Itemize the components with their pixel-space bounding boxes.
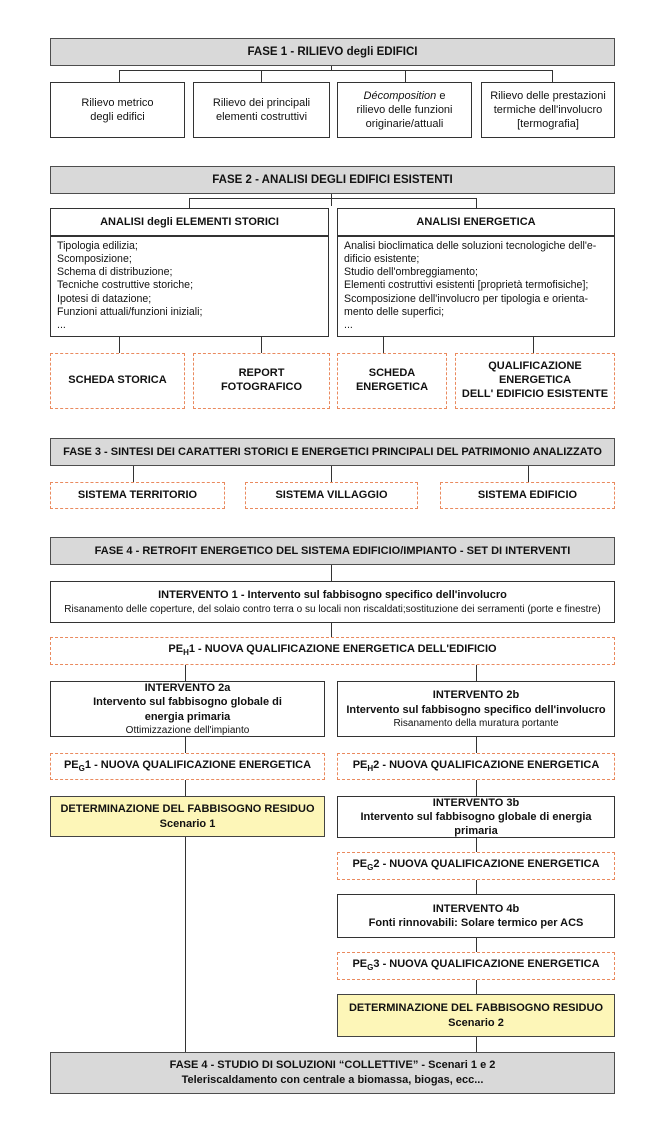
connector <box>476 737 477 753</box>
connector <box>476 665 477 681</box>
connector <box>476 880 477 894</box>
connector <box>133 466 134 482</box>
intervento-4b-box: INTERVENTO 4b Fonti rinnovabili: Solare termico per ACS <box>337 894 615 938</box>
list-item: mento delle superfici; <box>344 305 445 318</box>
connector <box>476 198 477 208</box>
list-item: Schema di distribuzione; <box>57 266 173 279</box>
connector <box>119 70 120 82</box>
connector <box>185 737 186 753</box>
connector <box>261 70 262 82</box>
sistema-villaggio-box: SISTEMA VILLAGGIO <box>245 482 418 509</box>
connector <box>185 665 186 681</box>
connector <box>185 780 186 796</box>
intervento-1-box: INTERVENTO 1 - Intervento sul fabbisogno specifico dell'involucro Risanamento delle coperture, del solaio contro terra o su locali non riscaldati;sostituzione dei serramenti (porte e finestre) <box>50 581 615 623</box>
analisi-storici-list <box>50 236 329 337</box>
rilievo-elementi-box: Rilievo dei principali elementi costruttivi <box>193 82 330 138</box>
connector <box>119 70 552 71</box>
peh2-box: $PE_H2$ - NUOVA QUALIFICAZIONE ENERGETICA <box>337 753 615 780</box>
intervento-2a-box: INTERVENTO 2a Intervento sul fabbisogno globale di energia primaria Ottimizzazione dell'impianto <box>50 681 325 737</box>
list-item: ... <box>57 318 66 331</box>
connector <box>476 980 477 994</box>
fase4-header: FASE 4 - RETROFIT ENERGETICO DEL SISTEMA EDIFICIO/IMPIANTO - SET DI INTERVENTI <box>50 537 615 565</box>
connector <box>528 466 529 482</box>
list-item: Scomposizione dell'involucro per tipologia e orienta- <box>344 292 589 305</box>
fase3-header: FASE 3 - SINTESI DEI CARATTERI STORICI E ENERGETICI PRINCIPALI DEL PATRIMONIO ANALIZZATO <box>50 438 615 466</box>
connector <box>476 838 477 852</box>
fase1-header: FASE 1 - RILIEVO degli EDIFICI <box>50 38 615 66</box>
peg2-box: $PE_G2$ - NUOVA QUALIFICAZIONE ENERGETICA <box>337 852 615 880</box>
connector <box>533 337 534 353</box>
connector <box>405 70 406 82</box>
report-fotografico-box: REPORT FOTOGRAFICO <box>193 353 330 409</box>
intervento-3b-box: INTERVENTO 3b Intervento sul fabbisogno globale di energia primaria <box>337 796 615 838</box>
qualificazione-esistente-box: QUALIFICAZIONE ENERGETICA DELL' EDIFICIO ESISTENTE <box>455 353 615 409</box>
list-item: Scomposizione; <box>57 253 132 266</box>
analisi-energetica-list <box>337 236 615 337</box>
connector <box>119 337 120 353</box>
fase2-header: FASE 2 - ANALISI DEGLI EDIFICI ESISTENTI <box>50 166 615 194</box>
connector <box>189 198 190 208</box>
connector <box>185 837 186 1052</box>
connector <box>476 938 477 952</box>
sistema-territorio-box: SISTEMA TERRITORIO <box>50 482 225 509</box>
connector <box>331 466 332 482</box>
fabbisogno-residuo-scenario2-box: DETERMINAZIONE DEL FABBISOGNO RESIDUO Scenario 2 <box>337 994 615 1037</box>
peh1-box: $PE_H1$ - NUOVA QUALIFICAZIONE ENERGETICA DELL'EDIFICIO <box>50 637 615 665</box>
peg3-box: $PE_G3$ - NUOVA QUALIFICAZIONE ENERGETICA <box>337 952 615 980</box>
list-item: Tecniche costruttive storiche; <box>57 279 194 292</box>
fabbisogno-residuo-scenario1-box: DETERMINAZIONE DEL FABBISOGNO RESIDUO Scenario 1 <box>50 796 325 837</box>
list-item: Funzioni attuali/funzioni iniziali; <box>57 305 203 318</box>
connector <box>383 337 384 353</box>
list-item: ... <box>344 318 353 331</box>
connector <box>189 198 476 199</box>
rilievo-prestazioni-box: Rilievo delle prestazioni termiche dell'involucro [termografia] <box>481 82 615 138</box>
connector <box>476 1037 477 1052</box>
list-item: Ipotesi di datazione; <box>57 292 152 305</box>
analisi-storici-title: ANALISI degli ELEMENTI STORICI <box>50 208 329 236</box>
fase4-collettive-header: FASE 4 - STUDIO DI SOLUZIONI “COLLETTIVE” - Scenari 1 e 2 Teleriscaldamento con centrale a biomassa, biogas, ecc... <box>50 1052 615 1094</box>
connector <box>552 70 553 82</box>
scheda-storica-box: SCHEDA STORICA <box>50 353 185 409</box>
intervento-2b-box: INTERVENTO 2b Intervento sul fabbisogno specifico dell'involucro Risanamento della muratura portante <box>337 681 615 737</box>
list-item: dificio esistente; <box>344 253 420 266</box>
list-item: Studio dell'ombreggiamento; <box>344 266 478 279</box>
analisi-energetica-title: ANALISI ENERGETICA <box>337 208 615 236</box>
connector <box>261 337 262 353</box>
decomposition-box: Décomposition e rilievo delle funzioni originarie/attuali <box>337 82 472 138</box>
scheda-energetica-box: SCHEDA ENERGETICA <box>337 353 447 409</box>
connector <box>476 780 477 796</box>
list-item: Tipologia edilizia; <box>57 240 138 252</box>
list-item: Elementi costruttivi esistenti [proprietà termofisiche]; <box>344 279 589 292</box>
rilievo-metrico-box: Rilievo metrico degli edifici <box>50 82 185 138</box>
sistema-edificio-box: SISTEMA EDIFICIO <box>440 482 615 509</box>
connector <box>331 194 332 206</box>
peg1-box: $PE_G1$ - NUOVA QUALIFICAZIONE ENERGETICA <box>50 753 325 780</box>
connector <box>331 623 332 637</box>
list-item: Analisi bioclimatica delle soluzioni tecnologiche dell'e- <box>344 240 597 252</box>
connector <box>331 565 332 581</box>
